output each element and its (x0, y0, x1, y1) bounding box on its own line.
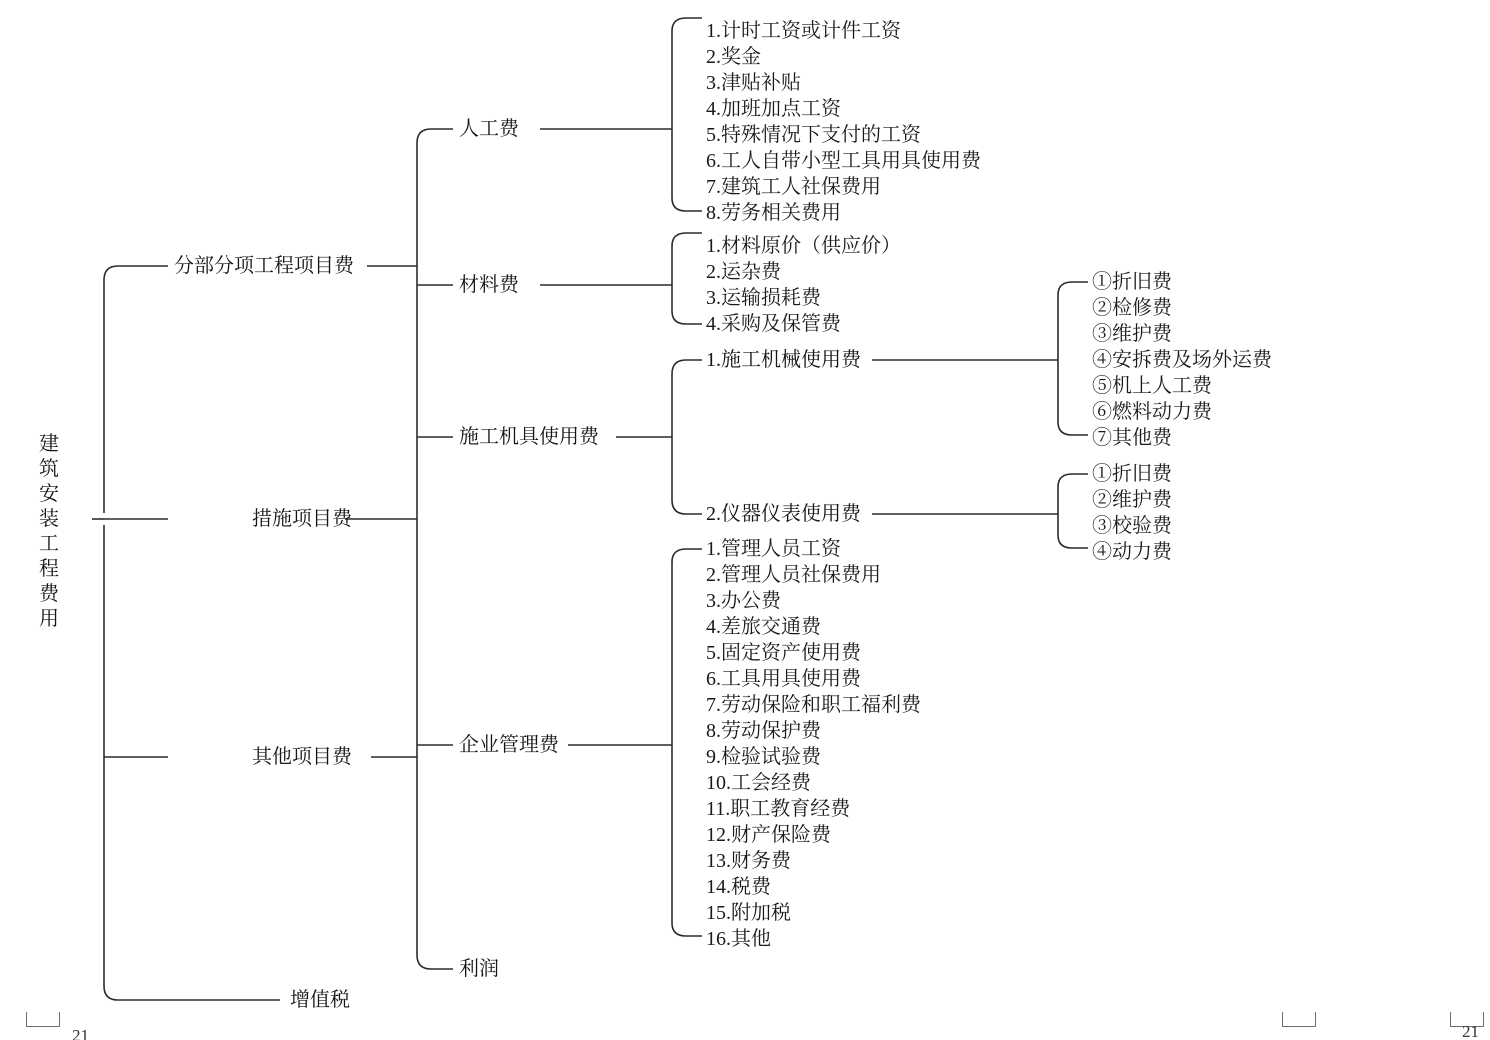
crop-mark-right (1282, 1012, 1316, 1027)
list-item: 16.其他 (706, 928, 771, 950)
root-char-3: 装 (39, 508, 59, 530)
list-item: ②维护费 (1092, 489, 1172, 511)
management-item-top (672, 549, 702, 562)
page-number: 21 (72, 1026, 89, 1040)
instrument-sub-top (1058, 474, 1088, 487)
machine-sub-top (1058, 282, 1088, 295)
list-item: 15.附加税 (706, 902, 791, 924)
root-char-7: 用 (39, 608, 59, 630)
list-item: 2.运杂费 (706, 261, 781, 283)
node-fenbufenxiang: 分部分项工程项目费 (174, 255, 354, 277)
list-item: 13.财务费 (706, 850, 791, 872)
root-char-5: 程 (39, 558, 59, 580)
list-item: ④安拆费及场外运费 (1092, 349, 1272, 371)
list-item: 6.工具用具使用费 (706, 668, 861, 690)
node-shigongjiju: 施工机具使用费 (459, 426, 599, 448)
labor-item-bottom (672, 198, 702, 211)
list-item: ①折旧费 (1092, 271, 1172, 293)
labor-item-list (706, 18, 981, 226)
list-item: 3.办公费 (706, 590, 781, 612)
labor-item-top (672, 18, 702, 31)
list-item: ③维护费 (1092, 323, 1172, 345)
material-item-list (706, 233, 901, 337)
machine-item-2: 2.仪器仪表使用费 (706, 503, 861, 525)
machine-item-1: 1.施工机械使用费 (706, 349, 861, 371)
machine-sub-item-list (1092, 269, 1272, 451)
list-item: 6.工人自带小型工具用具使用费 (706, 150, 981, 172)
node-qiyeguanli: 企业管理费 (459, 734, 559, 756)
list-item: 4.加班加点工资 (706, 98, 841, 120)
list-item: 7.建筑工人社保费用 (706, 176, 881, 198)
root-branch-4 (104, 986, 280, 1000)
material-item-top (672, 233, 702, 246)
list-item: 5.特殊情况下支付的工资 (706, 124, 921, 146)
machine-sub-bottom (1058, 422, 1088, 435)
root-node-label (36, 432, 62, 632)
list-item: 10.工会经费 (706, 772, 811, 794)
root-char-2: 安 (39, 483, 59, 505)
list-item: 2.奖金 (706, 46, 761, 68)
page-number-right: 21 (1462, 1022, 1479, 1040)
node-rengongfei: 人工费 (459, 118, 519, 140)
root-char-4: 工 (39, 533, 59, 555)
page-crop-marks (0, 1012, 1490, 1040)
list-item: 9.检验试验费 (706, 746, 821, 768)
list-item: ③校验费 (1092, 515, 1172, 537)
list-item: 4.采购及保管费 (706, 313, 841, 335)
list-item: ①折旧费 (1092, 463, 1172, 485)
list-item: 3.津贴补贴 (706, 72, 801, 94)
instrument-sub-bottom (1058, 535, 1088, 548)
root-char-0: 建 (39, 433, 59, 455)
root-char-6: 费 (39, 583, 59, 605)
material-item-bottom (672, 311, 702, 324)
machine-item-bottom (672, 500, 702, 514)
root-branch-1 (104, 266, 168, 280)
list-item: 8.劳动保护费 (706, 720, 821, 742)
list-item: 1.管理人员工资 (706, 538, 841, 560)
list-item: 1.材料原价（供应价） (706, 235, 901, 257)
list-item: 12.财产保险费 (706, 824, 831, 846)
root-char-1: 筑 (39, 458, 59, 480)
node-zengzhishui: 增值税 (290, 989, 350, 1011)
l2-branch-profit (417, 955, 453, 969)
list-item: ⑤机上人工费 (1092, 375, 1212, 397)
list-item: 3.运输损耗费 (706, 287, 821, 309)
list-item: ⑦其他费 (1092, 427, 1172, 449)
instrument-sub-item-list (1092, 461, 1172, 565)
node-lirun: 利润 (459, 958, 499, 980)
node-qita: 其他项目费 (252, 746, 352, 768)
l2-branch-labor (417, 129, 453, 143)
list-item: 11.职工教育经费 (706, 798, 851, 820)
list-item: 4.差旅交通费 (706, 616, 821, 638)
node-cuoshi: 措施项目费 (252, 508, 352, 530)
machine-item-top (672, 360, 702, 374)
list-item: 5.固定资产使用费 (706, 642, 861, 664)
list-item: 14.税费 (706, 876, 771, 898)
list-item: 2.管理人员社保费用 (706, 564, 881, 586)
list-item: 7.劳动保险和职工福利费 (706, 694, 921, 716)
management-item-bottom (672, 923, 702, 936)
node-cailiaofei: 材料费 (459, 274, 519, 296)
list-item: ④动力费 (1092, 541, 1172, 563)
list-item: ⑥燃料动力费 (1092, 401, 1212, 423)
management-item-list (706, 536, 921, 952)
list-item: 8.劳务相关费用 (706, 202, 841, 224)
list-item: ②检修费 (1092, 297, 1172, 319)
crop-mark-left (26, 1012, 60, 1027)
list-item: 1.计时工资或计件工资 (706, 20, 901, 42)
